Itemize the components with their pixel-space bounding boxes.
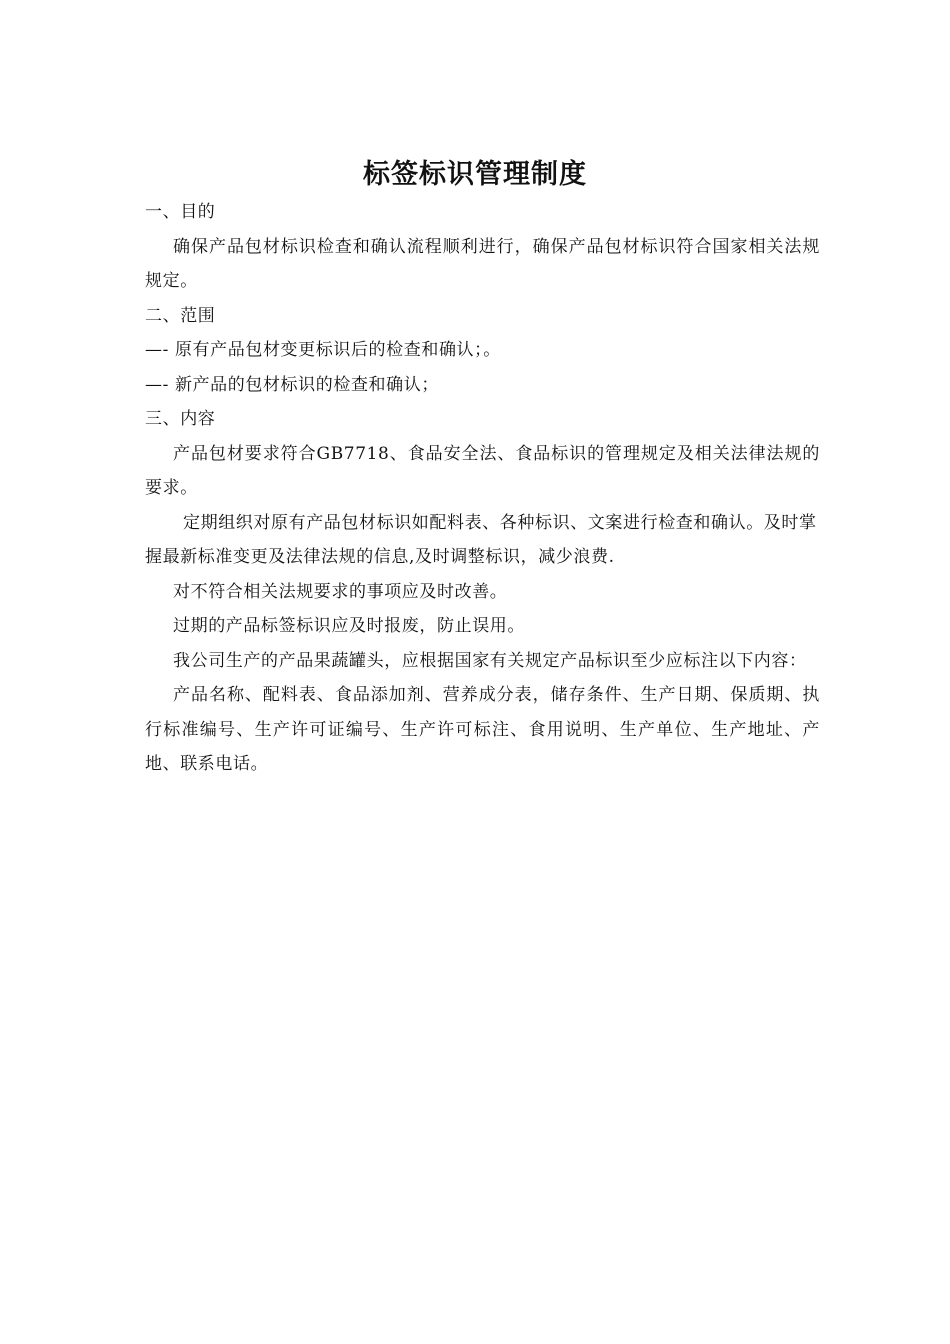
content-paragraph: 我公司生产的产品果蔬罐头，应根据国家有关规定产品标识至少应标注以下内容： xyxy=(173,650,807,671)
content-paragraph: 对不符合相关法规要求的事项应及时改善。 xyxy=(173,581,508,602)
content-paragraph: 产品名称、配料表、食品添加剂、营养成分表，储存条件、生产日期、保质期、执行标准编号、生产许可证编号、生产许可标注、食用说明、生产单位、生产地址、产地、联系电话。 xyxy=(145,685,820,774)
purpose-paragraph: 确保产品包材标识检查和确认流程顺利进行，确保产品包材标识符合国家相关法规规定。 xyxy=(145,236,820,291)
section-heading-scope: 二、范围 xyxy=(145,305,216,326)
content-paragraph: 产品包材要求符合GB7718、食品安全法、食品标识的管理规定及相关法律法规的要求。 xyxy=(145,443,820,498)
scope-item: —- 新产品的包材标识的检查和确认； xyxy=(145,374,439,395)
content-paragraph: 定期组织对原有产品包材标识如配料表、各种标识、文案进行检查和确认。及时掌握最新标准变更及法律法规的信息,及时调整标识，减少浪费. xyxy=(145,512,817,567)
scope-item: —- 原有产品包材变更标识后的检查和确认；。 xyxy=(145,340,501,360)
document-title: 标签标识管理制度 xyxy=(363,159,587,190)
content-paragraph: 过期的产品标签标识应及时报废，防止误用。 xyxy=(173,616,525,636)
document-body xyxy=(145,195,820,782)
section-heading-purpose: 一、目的 xyxy=(145,202,216,222)
section-heading-content: 三、内容 xyxy=(145,409,216,429)
